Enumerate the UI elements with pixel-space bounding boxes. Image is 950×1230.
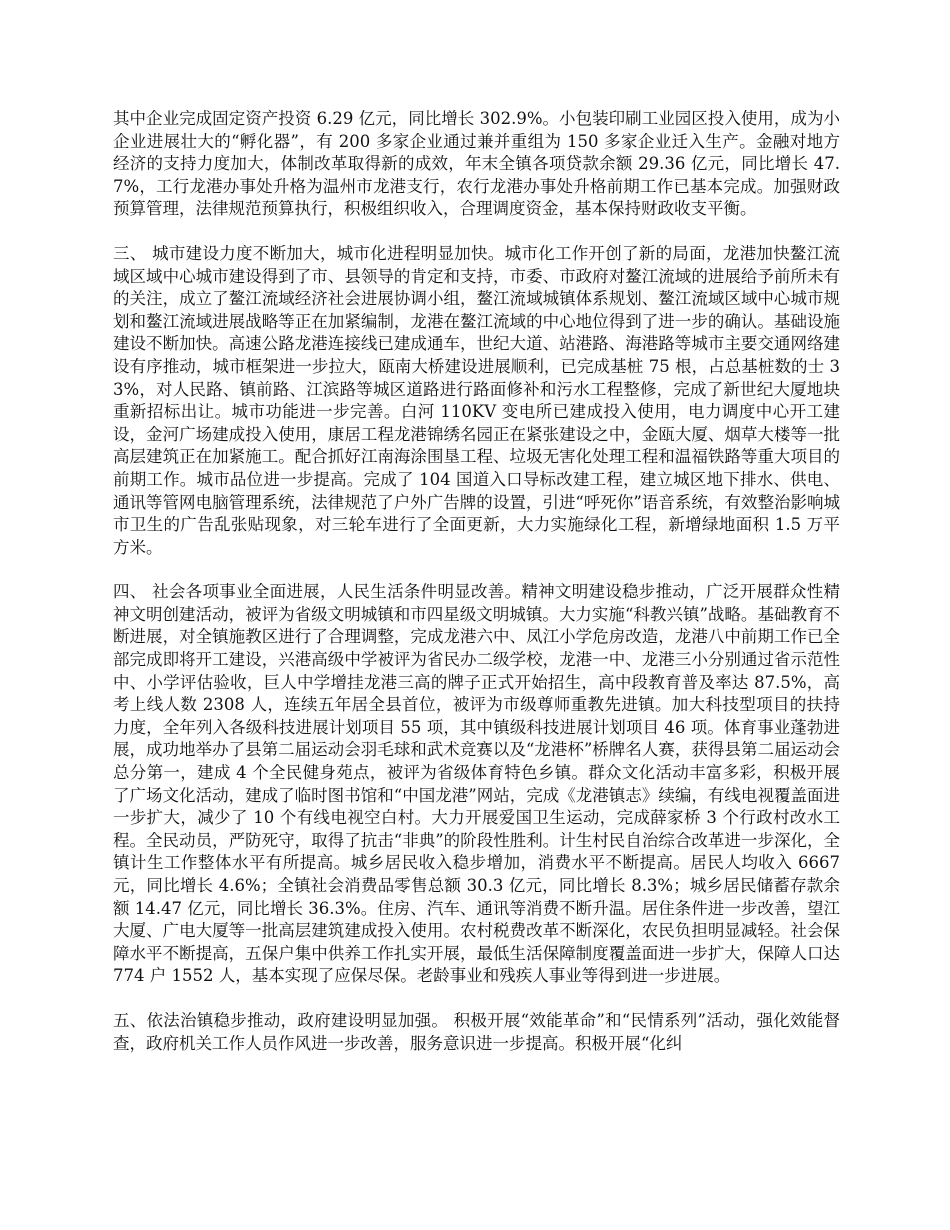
paragraph-finance: 其中企业完成固定资产投资 6.29 亿元，同比增长 302.9%。小包装印刷工业园区投入使用，成为小企业进展壮大的“孵化器”，有 200 多家企业通过兼并重组为 150 多家企业迁入生产。金融对地方经济的支持力度加大，体制改革取得新的成效，年末全镇各项贷款余额 29.36 亿元，同比增长 47.7%，工行龙港办事处升格为温州市龙港支行，农行龙港办事处升格前期工作已基本完成。加强财政预算管理，法律规范预算执行，积极组织收入，合理调度资金，基本保持财政收支平衡。 — [113, 109, 840, 219]
paragraph-social-development: 四、 社会各项事业全面进展，人民生活条件明显改善。精神文明建设稳步推动，广泛开展群众性精神文明创建活动，被评为省级文明城镇和市四星级文明城镇。大力实施“科教兴镇”战略。基础教育不断进展，对全镇施教区进行了合理调整，完成龙港六中、凤江小学危房改造，龙港八中前期工作已全部完成即将开工建设，兴港高级中学被评为省民办二级学校，龙港一中、龙港三小分别通过省示范性中、小学评估验收，巨人中学增挂龙港三高的牌子正式开始招生，高中段教育普及率达 87.5%，高考上线人数 2308 人，连续五年居全县首位，被评为市级尊师重教先进镇。加大科技型项目的扶持力度，全年列入各级科技进展计划项目 55 项，其中镇级科技进展计划项目 46 项。体育事业蓬勃进展，成功地举办了县第二届运动会羽毛球和武术竞赛以及“龙港杯”桥牌名人赛，获得县第二届运动会总分第一，建成 4 个全民健身苑点，被评为省级体育特色乡镇。群众文化活动丰富多彩，积极开展了广场文化活动，建成了临时图书馆和“中国龙港”网站，完成《龙港镇志》续编，有线电视覆盖面进一步扩大，减少了 10 个有线电视空白村。大力开展爱国卫生运动，完成薛家桥 3 个行政村改水工程。全民动员，严防死守，取得了抗击“非典”的阶段性胜利。计生村民自治综合改革进一步深化，全镇计生工作整体水平有所提高。城乡居民收入稳步增加，消费水平不断提高。居民人均收入 6667 元，同比增长 4.6%；全镇社会消费品零售总额 30.3 亿元，同比增长 8.3%；城乡居民储蓄存款余额 14.47 亿元，同比增长 36.3%。住房、汽车、通讯等消费不断升温。居住条件进一步改善，望江大厦、广电大厦等一批高层建筑建成投入使用。农村税费改革不断深化，农民负担明显减轻。社会保障水平不断提高，五保户集中供养工作扎实开展，最低生活保障制度覆盖面进一步扩大，保障人口达 774 户 1552 人，基本实现了应保尽保。老龄事业和残疾人事业等得到进一步进展。 — [113, 582, 840, 986]
paragraph-rule-of-law: 五、依法治镇稳步推动，政府建设明显加强。 积极开展“效能革命”和“民情系列”活动，强化效能督查，政府机关工作人员作风进一步改善，服务意识进一步提高。积极开展“化纠 — [113, 1010, 840, 1053]
document-page — [113, 108, 840, 1077]
paragraph-urban-construction: 三、 城市建设力度不断加大，城市化进程明显加快。城市化工作开创了新的局面，龙港加快鳌江流域区域中心城市建设得到了市、县领导的肯定和支持，市委、市政府对鳌江流域的进展给予前所未有的关注，成立了鳌江流域经济社会进展协调小组，鳌江流域城镇体系规划、鳌江流域区域中心城市规划和鳌江流域进展战略等正在加紧编制，龙港在鳌江流域的中心地位得到了进一步的确认。基础设施建设不断加快。高速公路龙港连接线已建成通车，世纪大道、站港路、海港路等城市主要交通网络建设有序推动，城市框架进一步拉大，瓯南大桥建设进展顺利，已完成基桩 75 根，占总基桩数的士 33%，对人民路、镇前路、江滨路等城区道路进行路面修补和污水工程整修，完成了新世纪大厦地块重新招标出让。城市功能进一步完善。白河 110KV 变电所已建成投入使用，电力调度中心开工建设，金河广场建成投入使用，康居工程龙港锦绣名园正在紧张建设之中，金瓯大厦、烟草大楼等一批高层建筑正在加紧施工。配合抓好江南海涂围垦工程、垃圾无害化处理工程和温福铁路等重大项目的前期工作。城市品位进一步提高。完成了 104 国道入口导标改建工程，建立城区地下排水、供电、通讯等管网电脑管理系统，法律规范了户外广告牌的设置，引进“呼死你”语音系统，有效整治影响城市卫生的广告乱张贴现象，对三轮车进行了全面更新，大力实施绿化工程，新增绿地面积 1.5 万平方米。 — [113, 243, 840, 557]
